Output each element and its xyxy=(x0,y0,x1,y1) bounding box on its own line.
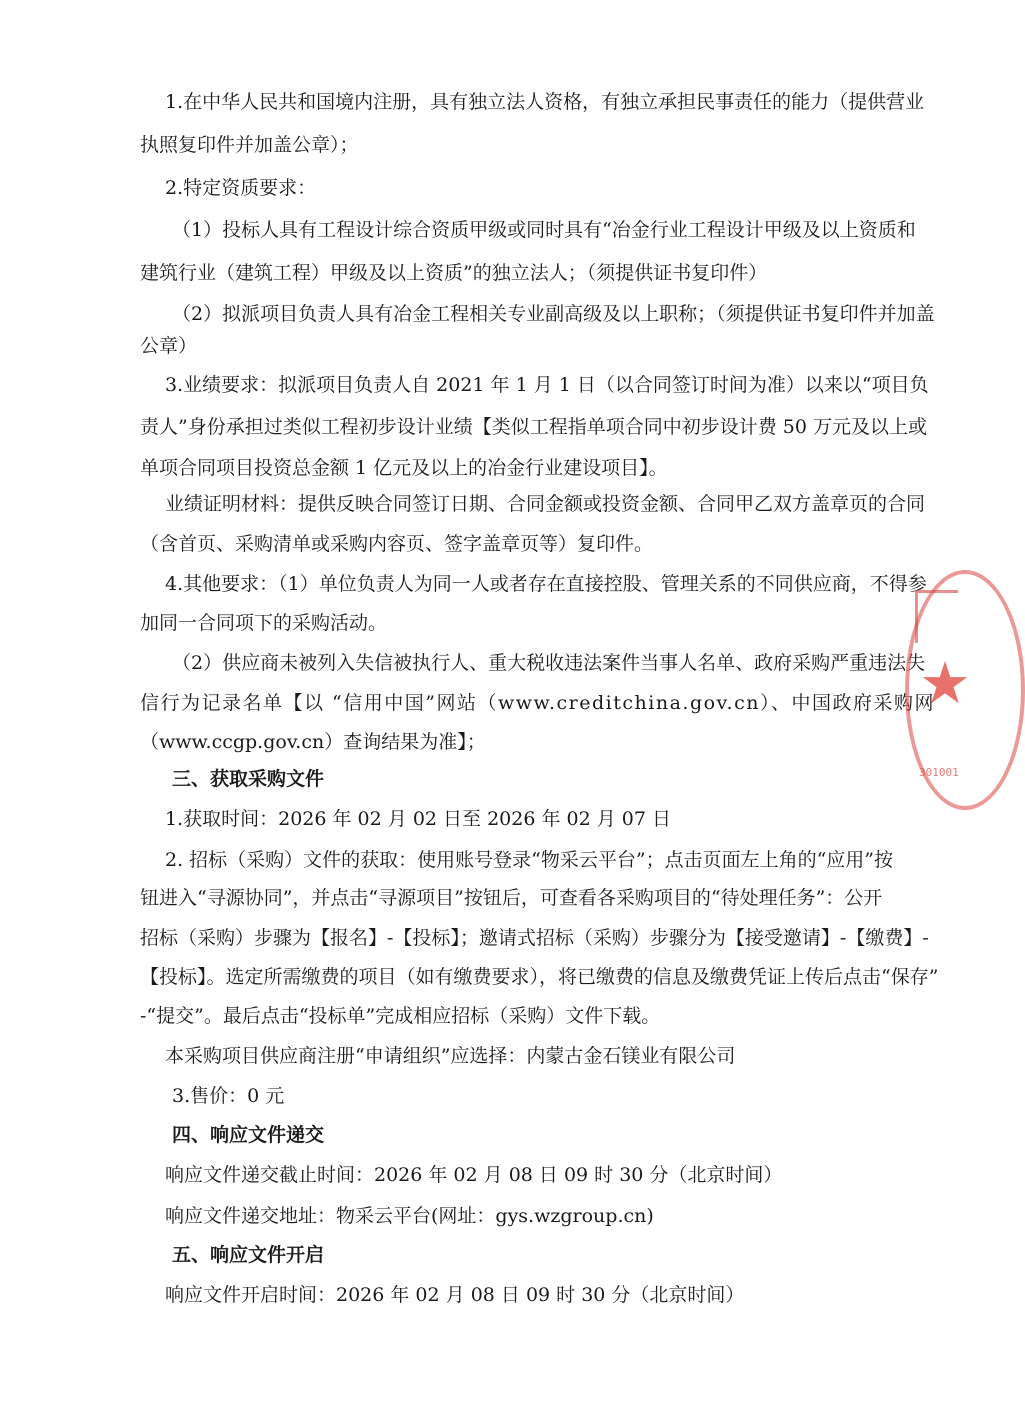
paragraph-line: 【投标】。选定所需缴费的项目（如有缴费要求），将已缴费的信息及缴费凭证上传后点击“保存” xyxy=(140,966,939,988)
paragraph-line: 公章） xyxy=(140,335,198,357)
paragraph-line: 业绩证明材料：提供反映合同签订日期、合同金额或投资金额、合同甲乙双方盖章页的合同 xyxy=(165,493,926,515)
section-heading: 四、响应文件递交 xyxy=(172,1124,325,1146)
paragraph-line: 3.售价：0 元 xyxy=(172,1085,285,1107)
paragraph-line: 2. 招标（采购）文件的获取：使用账号登录“物采云平台”；点击页面左上角的“应用”按 xyxy=(165,849,894,871)
paragraph-line: （www.ccgp.gov.cn）查询结果为准】； xyxy=(140,731,486,753)
paragraph-line: 响应文件开启时间：2026 年 02 月 08 日 09 时 30 分（北京时间） xyxy=(165,1284,745,1306)
paragraph-line: （2）拟派项目负责人具有冶金工程相关专业副高级及以上职称；（须提供证书复印件并加盖 xyxy=(172,303,935,325)
paragraph-line: 1.在中华人民共和国境内注册，具有独立法人资格，有独立承担民事责任的能力（提供营业 xyxy=(165,91,925,113)
paragraph-line: 钮进入“寻源协同”，并点击“寻源项目”按钮后，可查看各采购项目的“待处理任务”：公开 xyxy=(140,887,883,909)
section-heading: 五、响应文件开启 xyxy=(172,1244,325,1266)
paragraph-line: 建筑行业（建筑工程）甲级及以上资质”的独立法人；（须提供证书复印件） xyxy=(140,262,768,284)
paragraph-line: 加同一合同项下的采购活动。 xyxy=(140,612,388,634)
paragraph-line: （含首页、采购清单或采购内容页、签字盖章页等）复印件。 xyxy=(140,533,654,555)
section-heading: 三、获取采购文件 xyxy=(172,768,325,790)
official-seal-fragment xyxy=(905,570,971,810)
seal-mark xyxy=(915,590,958,643)
star-icon: ★ xyxy=(919,649,971,717)
paragraph-line: 本采购项目供应商注册“申请组织”应选择：内蒙古金石镁业有限公司 xyxy=(165,1045,736,1067)
paragraph-line: （1）投标人具有工程设计综合资质甲级或同时具有“冶金行业工程设计甲级及以上资质和 xyxy=(172,219,916,241)
paragraph-line: 响应文件递交地址：物采云平台(网址：gys.wzgroup.cn) xyxy=(165,1205,654,1227)
paragraph-line: 招标（采购）步骤为【报名】-【投标】；邀请式招标（采购）步骤分为【接受邀请】-【缴费】- xyxy=(140,927,929,949)
paragraph-line: 责人”身份承担过类似工程初步设计业绩【类似工程指单项合同中初步设计费 50 万元及以上或 xyxy=(140,416,927,438)
paragraph-line: -“提交”。最后点击“投标单”完成相应招标（采购）文件下载。 xyxy=(140,1005,661,1027)
seal-number: 301001 xyxy=(919,766,959,779)
paragraph-line: 信行为记录名单【以 “信用中国”网站（www.creditchina.gov.cn）、中国政府采购网 xyxy=(140,692,935,714)
paragraph-line: 1.获取时间：2026 年 02 月 02 日至 2026 年 02 月 07 日 xyxy=(165,808,671,830)
paragraph-line: 响应文件递交截止时间：2026 年 02 月 08 日 09 时 30 分（北京时间） xyxy=(165,1164,783,1186)
paragraph-line: （2）供应商未被列入失信被执行人、重大税收违法案件当事人名单、政府采购严重违法失 xyxy=(172,652,926,674)
paragraph-line: 执照复印件并加盖公章）； xyxy=(140,134,359,156)
paragraph-line: 3.业绩要求：拟派项目负责人自 2021 年 1 月 1 日（以合同签订时间为准）以来以“项目负 xyxy=(165,374,929,396)
paragraph-line: 4.其他要求：（1）单位负责人为同一人或者存在直接控股、管理关系的不同供应商，不得参 xyxy=(165,573,927,595)
paragraph-line: 2.特定资质要求： xyxy=(165,177,317,199)
paragraph-line: 单项合同项目投资总金额 1 亿元及以上的冶金行业建设项目】。 xyxy=(140,457,668,479)
